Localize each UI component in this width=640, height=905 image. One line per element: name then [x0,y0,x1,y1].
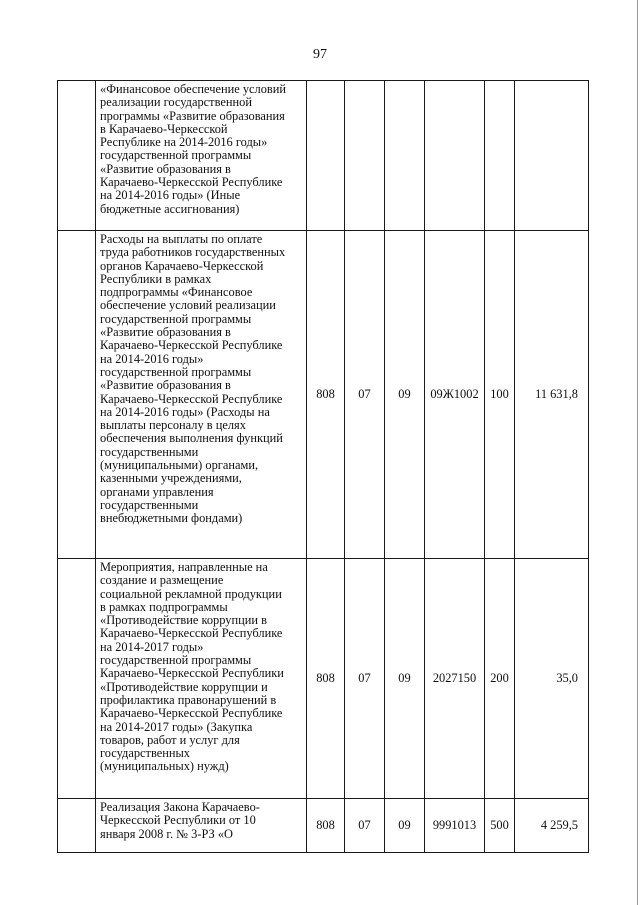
description-line: государственной программы [100,364,252,379]
section-code-cell: 07 [345,799,385,853]
target-article-cell: 2027150 [425,559,485,799]
budget-table [57,80,589,853]
description-line: Республики в рамках [100,271,212,286]
description-line: подпрограммы «Финансовое [100,285,253,300]
amount-cell: 4 259,5 [515,799,589,853]
description-line: «Развитие образования в [100,378,231,393]
description-line: государственными [100,497,199,512]
description-line: внебюджетными фондами) [100,511,243,526]
description-line: создание и размещение [100,573,224,588]
description-line: Мероприятия, направленные на [100,560,268,574]
subsection-code-cell: 09 [385,559,425,799]
subsection-code-cell: 09 [385,231,425,559]
description-line: Карачаево-Черкесской Республике [100,175,283,190]
description-line: в рамках подпрограммы [100,599,228,614]
subsection-code-cell [385,81,425,231]
description-line: января 2008 г. № 3-РЗ «О [100,826,233,841]
amount-cell [515,81,589,231]
description-line: на 2014-2017 годы» [100,639,204,654]
page-edge-line [637,0,638,905]
index-cell [58,799,96,853]
description-line: казенными учреждениями, [100,471,242,486]
description-line: программы «Развитие образования [100,108,285,123]
description-line: Карачаево-Черкесской Республике [100,338,283,353]
description-line: (муниципальными) органами, [100,458,259,473]
table-row [58,559,589,799]
description-line: Карачаево-Черкесской Республики [100,666,284,681]
description-line: обеспечение условий реализации [100,298,276,313]
description-line: «Противодействие коррупции и [100,679,268,694]
expense-type-cell: 100 [485,231,515,559]
description-line: социальной рекламной продукции [100,586,282,601]
ministry-code-cell: 808 [307,231,345,559]
table-row [58,799,589,853]
description-line: Черкесской Республики от 10 [100,813,256,828]
description-line: «Развитие образования в [100,325,231,340]
description-line: бюджетные ассигнования) [100,201,240,216]
description-line: реализации государственной [100,95,252,110]
description-cell [96,799,307,853]
description-line: Республике на 2014-2016 годы» [100,135,268,150]
expense-type-cell: 500 [485,799,515,853]
subsection-code-cell: 09 [385,799,425,853]
description-line: на 2014-2017 годы» (Закупка [100,719,253,734]
description-line: профилактика правонарушений в [100,692,277,707]
target-article-cell [425,81,485,231]
section-code-cell [345,81,385,231]
description-line: государственных [100,746,191,761]
table-row [58,231,589,559]
description-line: на 2014-2016 годы» [100,351,204,366]
description-line: выплаты персоналу в целях [100,418,246,433]
description-line: товаров, работ и услуг для [100,732,240,747]
section-code-cell: 07 [345,231,385,559]
amount-cell: 11 631,8 [515,231,589,559]
amount-cell: 35,0 [515,559,589,799]
description-line: государственными [100,444,199,459]
description-line: государственной программы [100,653,252,668]
description-line: органами управления [100,484,214,499]
ministry-code-cell: 808 [307,559,345,799]
expense-type-cell: 200 [485,559,515,799]
description-line: Карачаево-Черкесской Республике [100,391,283,406]
index-cell [58,231,96,559]
description-line: «Финансовое обеспечение условий [100,82,287,96]
description-line: Реализация Закона Карачаево- [100,800,260,814]
description-cell [96,559,307,799]
target-article-cell: 09Ж1002 [425,231,485,559]
target-article-cell: 9991013 [425,799,485,853]
description-line: государственной программы [100,311,252,326]
table-row [58,81,589,231]
description-line: на 2014-2016 годы» (Расходы на [100,404,270,419]
budget-table-body [58,81,589,853]
expense-type-cell [485,81,515,231]
description-cell [96,81,307,231]
description-line: «Противодействие коррупции в [100,613,267,628]
ministry-code-cell: 808 [307,799,345,853]
index-cell [58,559,96,799]
description-line: (муниципальных) нужд) [100,759,229,774]
description-line: органов Карачаево-Черкесской [100,258,264,273]
section-code-cell: 07 [345,559,385,799]
description-line: «Развитие образования в [100,161,231,176]
description-line: Карачаево-Черкесской Республике [100,626,283,641]
description-line: обеспечения выполнения функций [100,431,283,446]
description-line: Карачаево-Черкесской Республике [100,706,283,721]
description-line: Расходы на выплаты по оплате [100,232,263,246]
ministry-code-cell [307,81,345,231]
description-line: государственной программы [100,148,252,163]
description-line: на 2014-2016 годы» (Иные [100,188,241,203]
index-cell [58,81,96,231]
page-number: 97 [313,47,327,62]
description-line: труда работников государственных [100,245,286,260]
description-line: в Карачаево-Черкесской [100,121,228,136]
description-cell [96,231,307,559]
